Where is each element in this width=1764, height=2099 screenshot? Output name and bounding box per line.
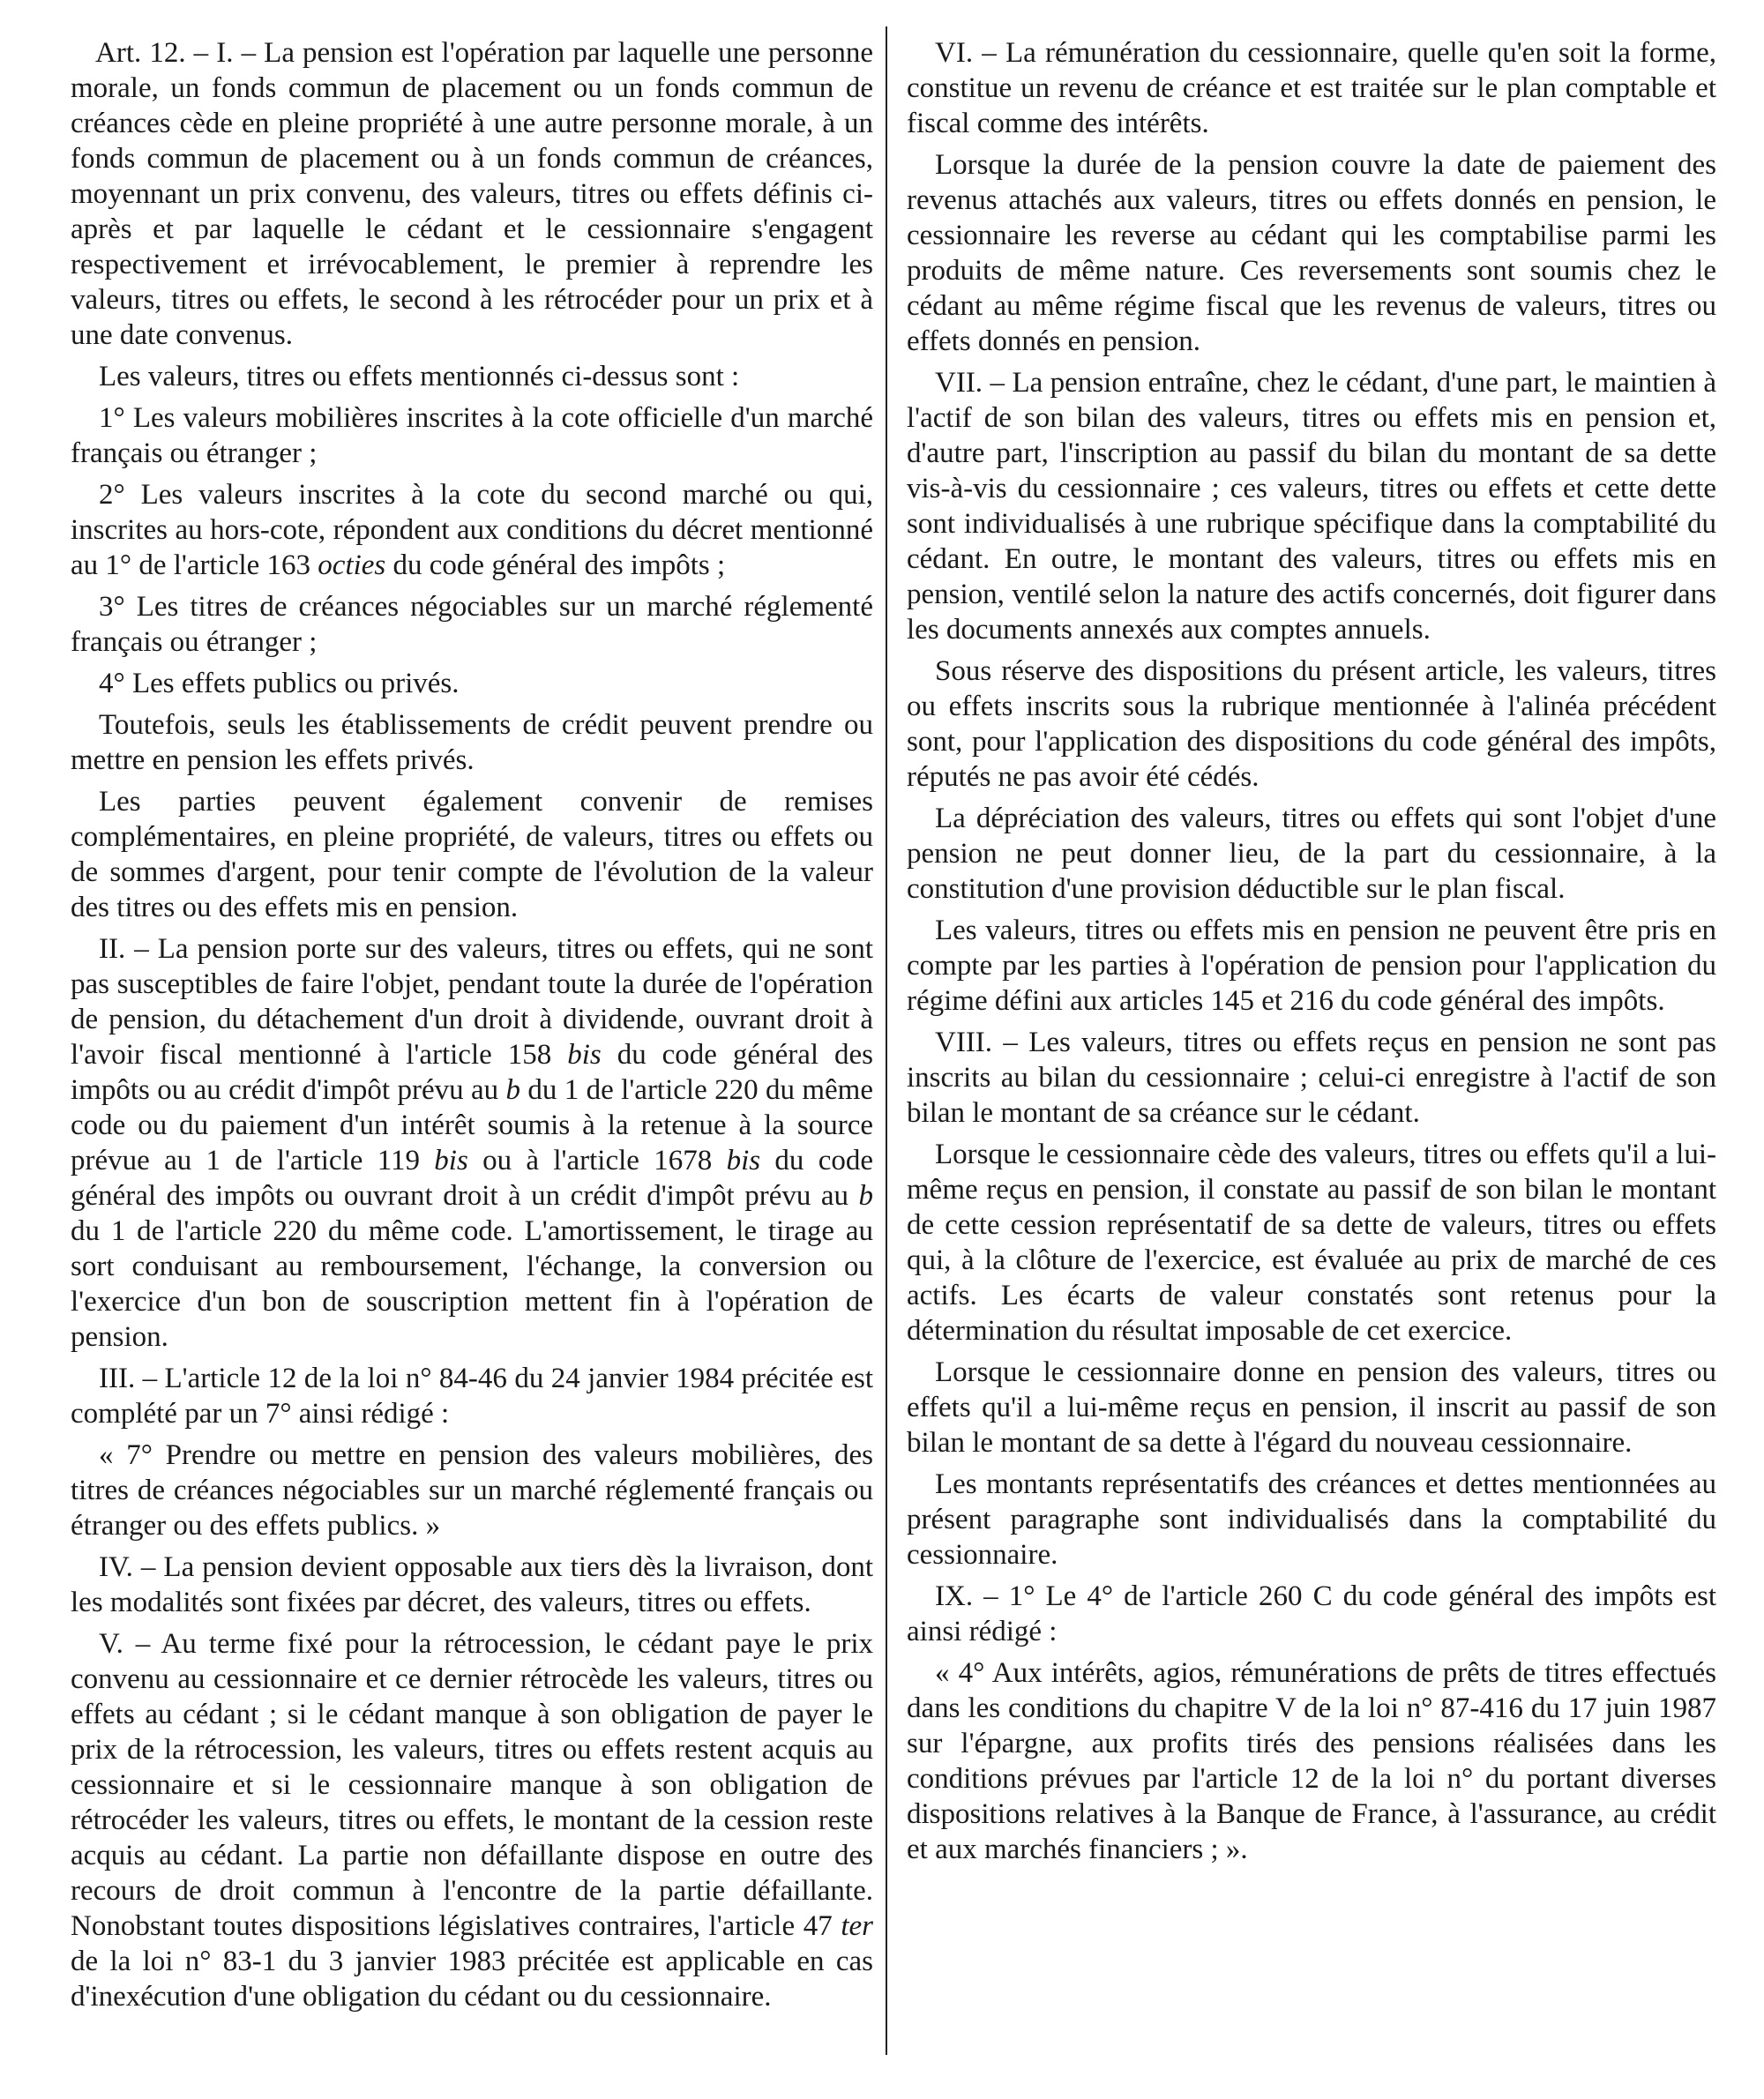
paragraph-viii: VIII. – Les valeurs, titres ou effets reçus en pension ne sont pas inscrits au bilan du cessionnaire ; celui-ci enregistre à l'actif de son bilan le montant de sa créance sur le cédant.	[907, 1027, 1716, 1129]
paragraph-v: V. – Au terme fixé pour la rétrocession, le cédant paye le prix convenu au cessionnaire et ce dernier rétrocède les valeurs, titres ou effets au cédant ; si le cédant manque à son obligation de payer le prix de la rétrocession, les valeurs, titres ou effets restent acquis au cessionnaire et si le cessionnaire manque à son obligation de rétrocéder les valeurs, titres ou effets, le montant de la cession reste acquis au cédant. La partie non défaillante dispose en outre des recours de droit commun à l'encontre de la partie défaillante. Nonobstant toutes dispositions législatives contraires, l'article 47 ter de la loi n° 83-1 du 3 janvier 1983 précitée est applicable en cas d'inexécution d'une obligation du cédant ou du cessionnaire.	[71, 1628, 873, 2013]
column-divider	[886, 26, 887, 2055]
paragraph-valeurs-mentionnes: Les valeurs, titres ou effets mentionnés ci-dessus sont :	[99, 361, 740, 392]
paragraph-art12-i: Art. 12. – I. – La pension est l'opération par laquelle une personne morale, un fonds commun de placement ou un fonds commun de créances cède en pleine propriété à une autre personne morale, à un fonds commun de placement ou à un fonds commun de créances, moyennant un prix convenu, des valeurs, titres ou effets définis ci-après et par laquelle le cédant et le cessionnaire s'engagent respectivement et irrévocablement, le premier à reprendre les valeurs, titres ou effets, le second à les rétrocéder pour un prix et à une date convenus.	[71, 37, 873, 351]
paragraph-vi: VI. – La rémunération du cessionnaire, quelle qu'en soit la forme, constitue un revenu de créance et est traitée sur le plan comptable et fiscal comme des intérêts.	[907, 37, 1716, 139]
paragraph-toutefois: Toutefois, seuls les établissements de crédit peuvent prendre ou mettre en pension les effets privés.	[71, 709, 873, 776]
paragraph-depreciation: La dépréciation des valeurs, titres ou effets qui sont l'objet d'une pension ne peut donner lieu, de la part du cessionnaire, à la constitution d'une provision déductible sur le plan fiscal.	[907, 803, 1716, 905]
paragraph-vii: VII. – La pension entraîne, chez le cédant, d'une part, le maintien à l'actif de son bilan des valeurs, titres ou effets mis en pension et, d'autre part, l'inscription au passif du bilan du montant de sa dette vis-à-vis du cessionnaire ; ces valeurs, titres ou effets et cette dette sont individualisés à une rubrique spécifique dans la comptabilité du cédant. En outre, le montant des valeurs, titres ou effets mis en pension, ventilé selon la nature des actifs concernés, doit figurer dans les documents annexés aux comptes annuels.	[907, 367, 1716, 646]
left-column	[71, 35, 873, 2021]
paragraph-articles-145-216: Les valeurs, titres ou effets mis en pension ne peuvent être pris en compte par les parties à l'opération de pension pour l'application du régime défini aux articles 145 et 216 du code général des impôts.	[907, 915, 1716, 1017]
paragraph-duree-pension: Lorsque la durée de la pension couvre la date de paiement des revenus attachés aux valeurs, titres ou effets donnés en pension, le cessionnaire les reverse au cédant qui les comptabilise parmi les produits de même nature. Ces reversements sont soumis chez le cédant au même régime fiscal que les revenus de valeurs, titres ou effets donnés en pension.	[907, 149, 1716, 357]
paragraph-nouveau-cessionnaire: Lorsque le cessionnaire donne en pension des valeurs, titres ou effets qu'il a lui-même reçus en pension, il inscrit au passif de son bilan le montant de sa dette à l'égard du nouveau cessionnaire.	[907, 1356, 1716, 1459]
paragraph-remises: Les parties peuvent également convenir de remises complémentaires, en pleine propriété, de valeurs, titres ou effets ou de sommes d'argent, pour tenir compte de l'évolution de la valeur des titres ou des effets mis en pension.	[71, 786, 873, 923]
paragraph-cession-cessionnaire: Lorsque le cessionnaire cède des valeurs, titres ou effets qu'il a lui-même reçus en pension, il constate au passif de son bilan le montant de cette cession représentatif de sa dette de valeurs, titres ou effets qui, à la clôture de l'exercice, est évaluée au prix de marché de ces actifs. Les écarts de valeur constatés sont retenus pour la détermination du résultat imposable de cet exercice.	[907, 1139, 1716, 1347]
paragraph-iii: III. – L'article 12 de la loi n° 84-46 du 24 janvier 1984 précitée est complété par un 7° ainsi rédigé :	[71, 1363, 873, 1430]
paragraph-sous-reserve: Sous réserve des dispositions du présent article, les valeurs, titres ou effets inscrits sous la rubrique mentionnée à l'alinéa précédent sont, pour l'application des dispositions du code général des impôts, réputés ne pas avoir été cédés.	[907, 655, 1716, 793]
list-item-1: 1° Les valeurs mobilières inscrites à la cote officielle d'un marché français ou étranger ;	[71, 402, 873, 469]
right-column	[907, 35, 1716, 1873]
paragraph-7-quote: « 7° Prendre ou mettre en pension des valeurs mobilières, des titres de créances négociables sur un marché réglementé français ou étranger ou des effets publics. »	[71, 1439, 873, 1542]
paragraph-4-quote: « 4° Aux intérêts, agios, rémunérations de prêts de titres effectués dans les conditions du chapitre V de la loi n° 87-416 du 17 juin 1987 sur l'épargne, aux profits tirés des pensions réalisées dans les conditions prévues par l'article 12 de la loi n° du portant diverses dispositions relatives à la Banque de France, à l'assurance, au crédit et aux marchés financiers ; ».	[907, 1657, 1716, 1865]
paragraph-iv: IV. – La pension devient opposable aux tiers dès la livraison, dont les modalités sont fixées par décret, des valeurs, titres ou effets.	[71, 1551, 873, 1618]
paragraph-ii: II. – La pension porte sur des valeurs, titres ou effets, qui ne sont pas susceptibles de faire l'objet, pendant toute la durée de l'opération de pension, du détachement d'un droit à dividende, ouvrant droit à l'avoir fiscal mentionné à l'article 158 bis du code général des impôts ou au crédit d'impôt prévu au b du 1 de l'article 220 du même code ou du paiement d'un intérêt soumis à la retenue à la source prévue au 1 de l'article 119 bis ou à l'article 1678 bis du code général des impôts ou ouvrant droit à un crédit d'impôt prévu au b du 1 de l'article 220 du même code. L'amortissement, le tirage au sort conduisant au remboursement, l'échange, la conversion ou l'exercice d'un bon de souscription mettent fin à l'opération de pension.	[71, 933, 873, 1353]
list-item-3: 3° Les titres de créances négociables sur un marché réglementé français ou étranger ;	[71, 591, 873, 658]
list-item-2: 2° Les valeurs inscrites à la cote du second marché ou qui, inscrites au hors-cote, répondent aux conditions du décret mentionné au 1° de l'article 163 octies du code général des impôts ;	[71, 479, 873, 581]
paragraph-montants: Les montants représentatifs des créances et dettes mentionnées au présent paragraphe sont individualisés dans la comptabilité du cessionnaire.	[907, 1468, 1716, 1571]
list-item-4: 4° Les effets publics ou privés.	[99, 668, 460, 699]
paragraph-ix: IX. – 1° Le 4° de l'article 260 C du code général des impôts est ainsi rédigé :	[907, 1580, 1716, 1647]
